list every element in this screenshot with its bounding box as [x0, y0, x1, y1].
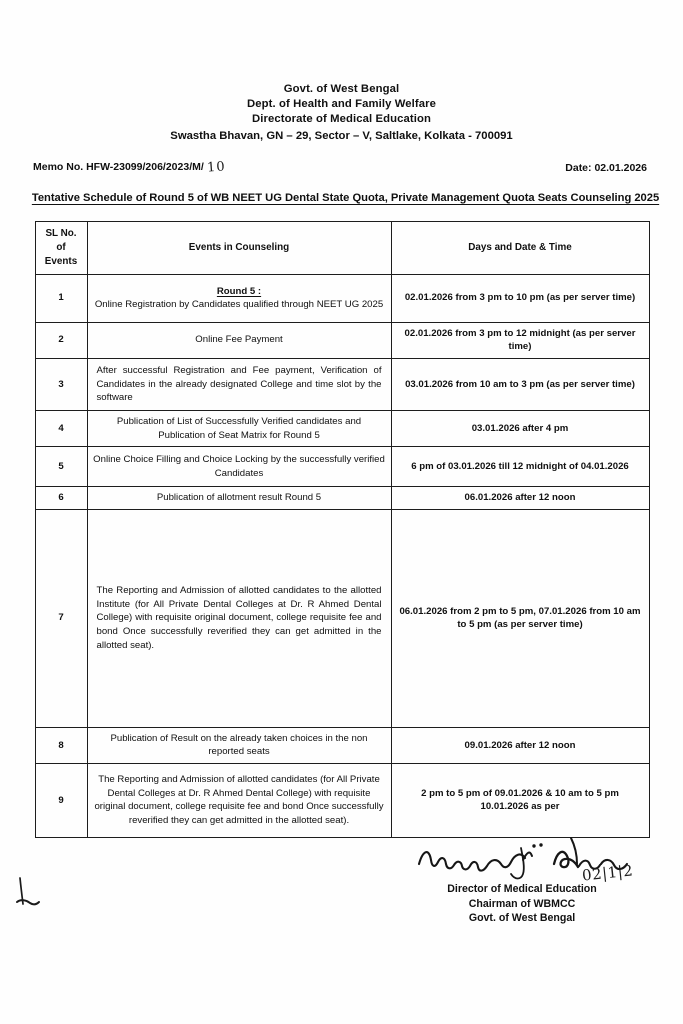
letterhead-line-1: Govt. of West Bengal [283, 83, 400, 95]
row-sl-number: 4 [35, 410, 87, 446]
memo-date: Date: 02.01.2026 [565, 161, 647, 174]
table-row [35, 274, 649, 322]
signatory-title: Director of Medical Education [447, 883, 597, 895]
row-sl-number: 3 [35, 358, 87, 410]
row-sl-number: 7 [35, 509, 87, 727]
row-event: Publication of allotment result Round 5 [87, 487, 391, 510]
memo-row [0, 159, 683, 174]
signature-handwritten-date: 02|1|2 [580, 861, 634, 885]
row-sl-number: 9 [35, 763, 87, 837]
table-header-row [35, 221, 649, 274]
row-event: Publication of Result on the already taken choices in the non reported seats [87, 727, 391, 763]
row-date: 06.01.2026 from 2 pm to 5 pm, 07.01.2026 from 10 am to 5 pm (as per server time) [391, 509, 649, 727]
table-row [35, 358, 649, 410]
row-sl-number: 6 [35, 487, 87, 510]
signatory-government: Govt. of West Bengal [468, 912, 576, 925]
row-event: Online Choice Filling and Choice Locking by the successfully verified Candidates [87, 447, 391, 487]
schedule-table [35, 221, 650, 838]
column-header-date: Days and Date & Time [391, 221, 649, 274]
row-date: 6 pm of 03.01.2026 till 12 midnight of 04.01.2026 [391, 447, 649, 487]
row-sl-number: 8 [35, 727, 87, 763]
letterhead-line-2: Dept. of Health and Family Welfare [247, 98, 436, 111]
row-date: 02.01.2026 from 3 pm to 12 midnight (as per server time) [391, 322, 649, 358]
signatory-role: Chairman of WBMCC [468, 897, 576, 910]
row-event: The Reporting and Admission of allotted candidates to the allotted Institute (for All Private Dental Colleges at Dr. R Ahmed Dental College) with requisite original document, college requisite fee and bond Once successfully reverified they can get admitted in the allotted seat). [87, 509, 391, 727]
row-event: Online Fee Payment [87, 322, 391, 358]
row-date: 03.01.2026 from 10 am to 3 pm (as per server time) [391, 358, 649, 410]
column-header-sl: SL No. of Events [35, 221, 87, 274]
row-date: 09.01.2026 after 12 noon [391, 727, 649, 763]
table-row [35, 727, 649, 763]
corner-initial-mark [14, 876, 48, 921]
table-row [35, 509, 649, 727]
row-event: Publication of List of Successfully Verified candidates and Publication of Seat Matrix for Round 5 [87, 410, 391, 446]
row-sl-number: 5 [35, 447, 87, 487]
table-row [35, 322, 649, 358]
memo-number [33, 159, 225, 174]
row-date: 02.01.2026 from 3 pm to 10 pm (as per server time) [391, 274, 649, 322]
row-event [87, 274, 391, 322]
table-row [35, 410, 649, 446]
row-date: 2 pm to 5 pm of 09.01.2026 & 10 am to 5 pm 10.01.2026 as per [391, 763, 649, 837]
letterhead-address: Swastha Bhavan, GN – 29, Sector – V, Saltlake, Kolkata - 700091 [170, 130, 513, 143]
round-label: Round 5 : [216, 285, 262, 297]
row-date: 06.01.2026 after 12 noon [391, 487, 649, 510]
row-sl-number: 1 [35, 274, 87, 322]
memo-number-handwritten: 10 [206, 158, 226, 176]
table-row [35, 763, 649, 837]
signature-block [397, 838, 647, 926]
row-date: 03.01.2026 after 4 pm [391, 410, 649, 446]
page-title: Tentative Schedule of Round 5 of WB NEET UG Dental State Quota, Private Management Quota Seats Counseling 2025 [31, 191, 660, 204]
schedule-table-wrapper [35, 221, 649, 838]
letterhead-line-3: Directorate of Medical Education [252, 113, 431, 126]
column-header-event: Events in Counseling [87, 221, 391, 274]
table-row [35, 487, 649, 510]
row-event: The Reporting and Admission of allotted candidates (for All Private Dental Colleges at Dr. R Ahmed Dental College) with requisite original document, college requisite fee and bond Once successfully reverified they can get admitted in the allotted seat). [87, 763, 391, 837]
table-row [35, 447, 649, 487]
signature-scribble [397, 838, 647, 885]
row-event-text: Online Registration by Candidates qualified through NEET UG 2025 [94, 299, 384, 311]
row-event: After successful Registration and Fee payment, Verification of Candidates in the already designated College and time slot by the software [87, 358, 391, 410]
memo-number-label: Memo No. HFW-23099/206/2023/M/ [33, 160, 204, 173]
row-sl-number: 2 [35, 322, 87, 358]
letterhead [0, 0, 683, 145]
